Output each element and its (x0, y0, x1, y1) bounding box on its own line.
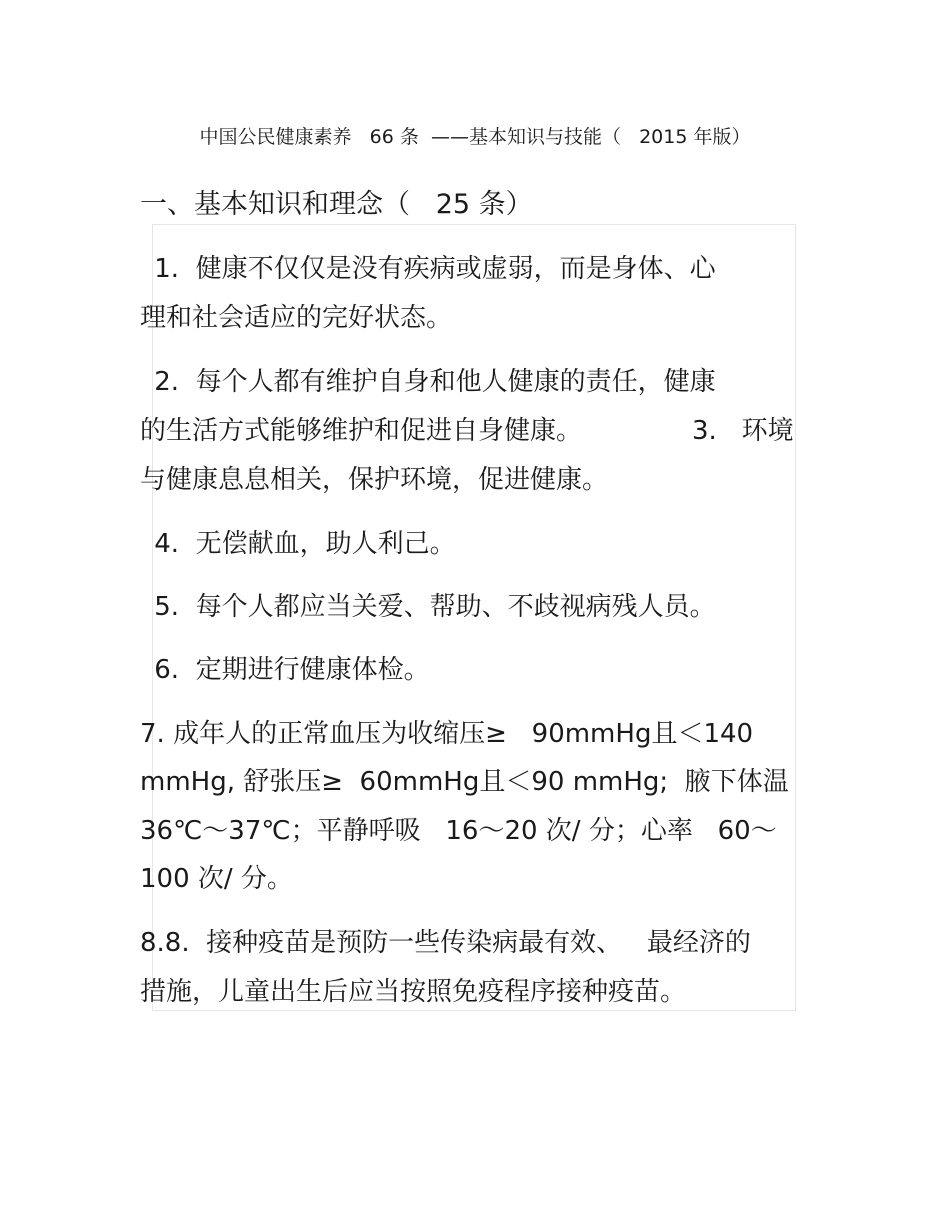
item-3-line: 与健康息息相关，保护环境，促进健康。 (140, 465, 609, 495)
item-5: 5. 每个人都应当关爱、帮助、不歧视病残人员。 (146, 592, 716, 622)
item-2-line-2: 的生活方式能够维护和促进自身健康。 (140, 416, 583, 446)
item-6: 6. 定期进行健康体检。 (146, 655, 430, 685)
document-title: 中国公民健康素养 66 条 ——基本知识与技能（ 2015 年版） (199, 126, 751, 148)
item-7-line-4: 100 次/ 分。 (140, 864, 293, 894)
item-7-line-1: 7. 成年人的正常血压为收缩压≥ 90mmHg且＜140 (140, 719, 754, 749)
item-7-line-2: mmHg, 舒张压≥ 60mmHg且＜90 mmHg; 腋下体温 (140, 767, 789, 797)
item-8-line-2: 措施，儿童出生后应当按照免疫程序接种疫苗。 (140, 977, 687, 1007)
section-heading: 一、基本知识和理念（ 25 条） (140, 189, 533, 220)
item-1-line-2: 理和社会适应的完好状态。 (140, 303, 453, 333)
item-3-start: 3. 环境 (692, 416, 794, 446)
item-4: 4. 无偿献血，助人利己。 (146, 529, 456, 559)
item-1-line-1: 1. 健康不仅仅是没有疾病或虚弱，而是身体、心 (146, 254, 716, 284)
item-8-line-1: 8.8. 接种疫苗是预防一些传染病最有效、 最经济的 (140, 928, 751, 958)
item-2-line-1: 2. 每个人都有维护自身和他人健康的责任，健康 (146, 367, 716, 397)
item-7-line-3: 36℃～37℃；平静呼吸 16～20 次/ 分；心率 60～ (140, 816, 777, 846)
